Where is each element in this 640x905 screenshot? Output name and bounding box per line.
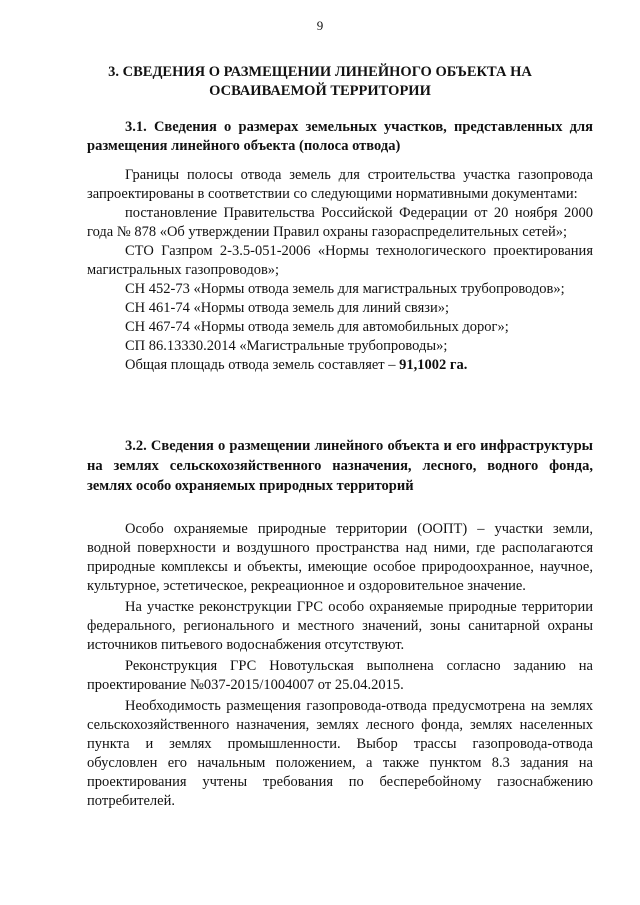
subsection-32-title: 3.2. Сведения о размещении линейного объекта и его инфраструктуры на землях сельскохозяйственного назначения, лесного, водного фонда, землях особо охраняемых природных территорий [87, 438, 593, 494]
intro-paragraph: Границы полосы отвода земель для строительства участка газопровода запроектированы в соответствии со следующими нормативными документами: [87, 167, 593, 202]
paragraph: Особо охраняемые природные территории (ООПТ) – участки земли, водной поверхности и воздушного пространства над ними, где располагаются природные комплексы и объекты, имеющие особое природоохранное, научное, культурное, эстетическое, рекреационное и оздоровительное значение. [87, 521, 593, 594]
paragraph: Реконструкция ГРС Новотульская выполнена согласно заданию на проектирование №037-2015/1004007 от 25.04.2015. [87, 658, 593, 693]
normative-item: СН 467-74 «Нормы отвода земель для автомобильных дорог»; [125, 319, 509, 335]
paragraph: Необходимость размещения газопровода-отвода предусмотрена на землях сельскохозяйственного назначения, землях лесного фонда, землях населенных пункта и землях промышленности. Выбор трассы газопровода-отвода обусловлен его начальным положением, а также пунктом 8.3 задания на проектирования учтены требования по бесперебойному газоснабжению потребителей. [87, 698, 593, 809]
normative-item: постановление Правительства Российской Федерации от 20 ноября 2000 года № 878 «Об утверждении Правил охраны газораспределительных сетей»; [87, 205, 593, 240]
normative-item: СТО Газпром 2-3.5-051-2006 «Нормы технологического проектирования магистральных газопроводов»; [87, 243, 593, 278]
normative-item: СП 86.13330.2014 «Магистральные трубопроводы»; [125, 338, 448, 354]
total-area-paragraph [87, 356, 593, 375]
total-area-value: 91,1002 га. [399, 357, 468, 373]
paragraph: На участке реконструкции ГРС особо охраняемые природные территории федерального, регионального и местного значений, зоны санитарной охраны источников питьевого водоснабжения отсутствуют. [87, 599, 593, 653]
normative-item: СН 452-73 «Нормы отвода земель для магистральных трубопроводов»; [125, 281, 565, 297]
page-number: 9 [316, 18, 324, 33]
section-title: 3. СВЕДЕНИЯ О РАЗМЕЩЕНИИ ЛИНЕЙНОГО ОБЪЕКТА НА ОСВАИВАЕМОЙ ТЕРРИТОРИИ [108, 64, 532, 99]
total-area-label: Общая площадь отвода земель составляет – [125, 357, 400, 373]
normative-item: СН 461-74 «Нормы отвода земель для линий связи»; [125, 300, 450, 316]
subsection-31-body [87, 166, 593, 375]
subsection-31-title: 3.1. Сведения о размерах земельных участков, представленных для размещения линейного объекта (полоса отвода) [87, 119, 593, 154]
subsection-32-body [87, 520, 593, 811]
